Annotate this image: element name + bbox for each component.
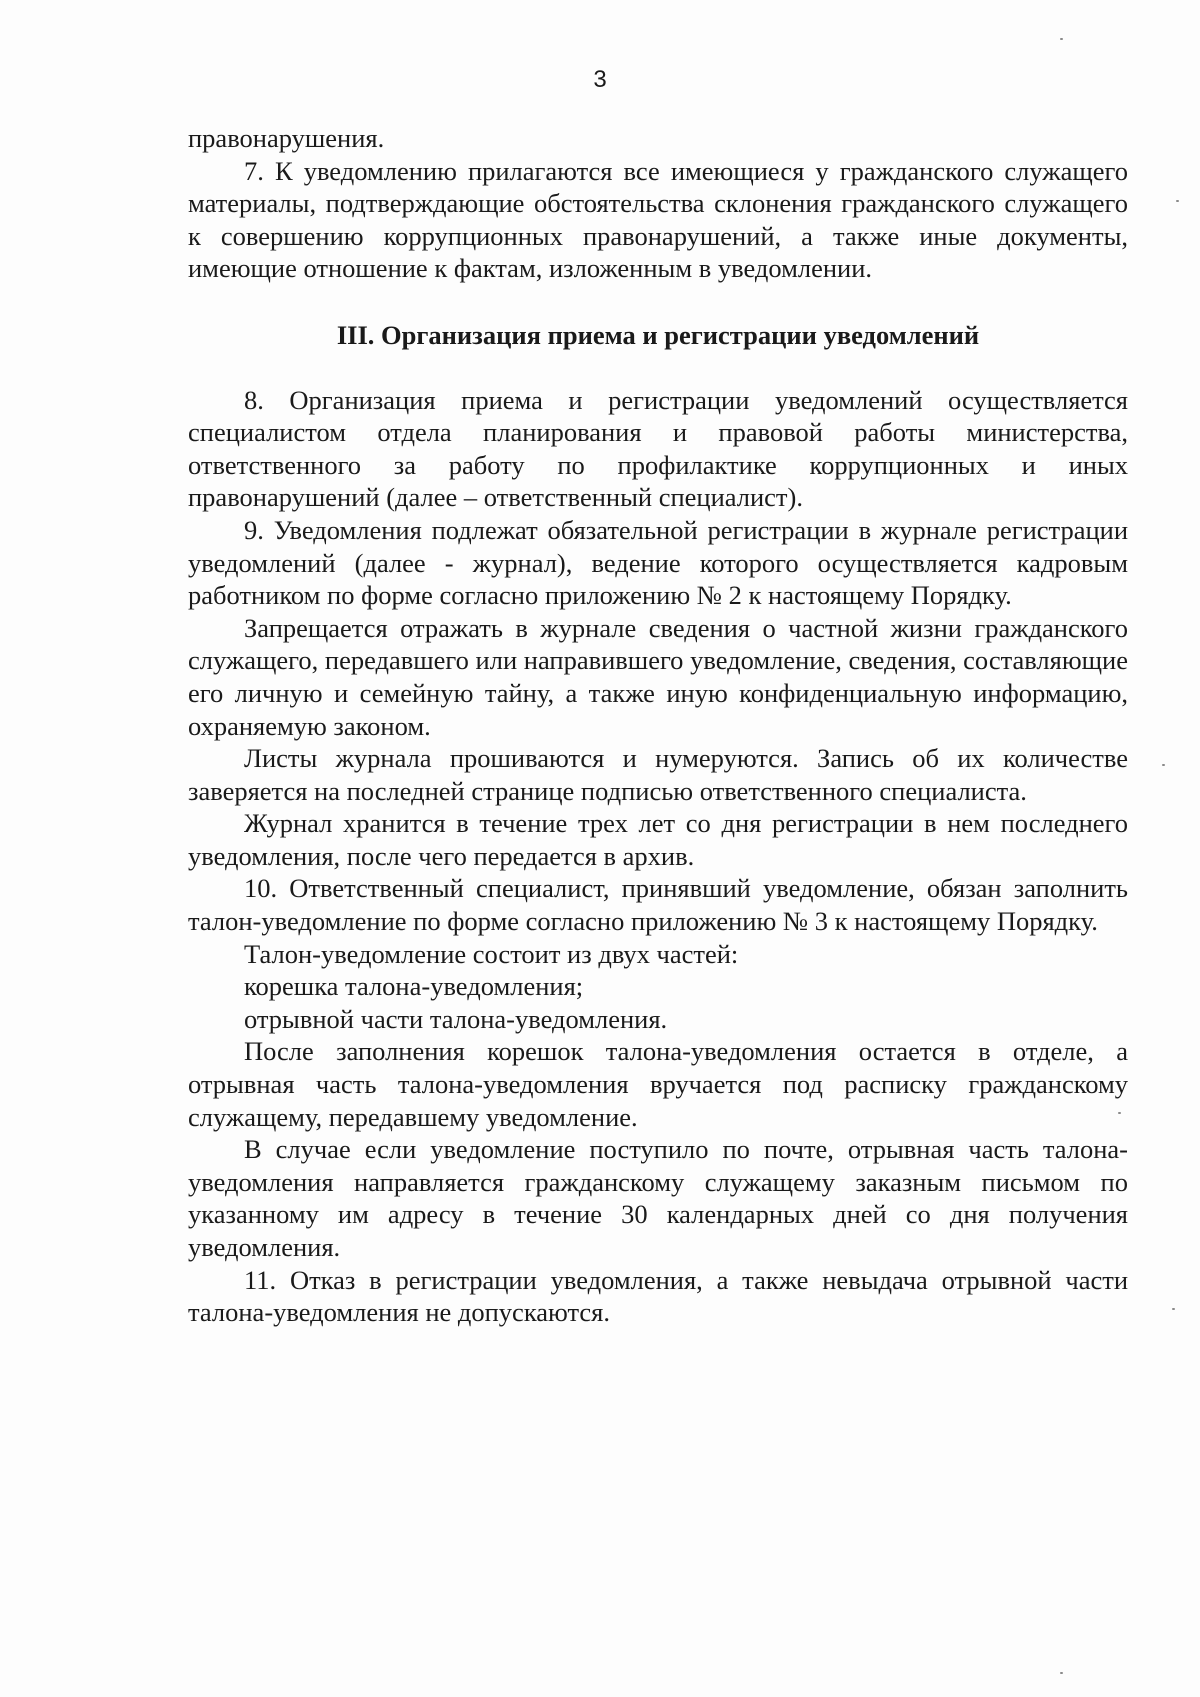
paragraph-item-8: 8. Организация приема и регистрации уведомлений осуществляется специалистом отдела планирования и правовой работы министерства, ответственного за работу по профилактике коррупционных и иных правонарушений (далее – ответственный специалист).	[188, 384, 1128, 513]
paragraph-by-mail: В случае если уведомление поступило по почте, отрывная часть талона-уведомления направляется гражданскому служащему заказным письмом по указанному им адресу в течение 30 календарных дней со дня получения уведомления.	[188, 1134, 1128, 1262]
scan-speck	[1060, 38, 1063, 40]
paragraph-privacy: Запрещается отражать в журнале сведения о частной жизни гражданского служащего, передавшего или направившего уведомление, сведения, составляющие его личную и семейную тайну, а также иную конфиденциальную информацию, охраняемую законом.	[188, 612, 1128, 741]
section-heading: III. Организация приема и регистрации уведомлений	[336, 319, 980, 350]
page-number: 3	[593, 66, 607, 93]
paragraph-talon-tear-off: отрывной части талона-уведомления.	[244, 1003, 668, 1034]
document-body	[188, 122, 1128, 1329]
paragraph-talon-stub: корешка талона-уведомления;	[244, 971, 584, 1002]
scan-speck	[1176, 200, 1179, 202]
paragraph-item-10: 10. Ответственный специалист, принявший уведомление, обязан заполнить талон-уведомление по форме согласно приложению № 3 к настоящему Порядку.	[188, 873, 1128, 937]
paragraph-item-7: 7. К уведомлению прилагаются все имеющиеся у гражданского служащего материалы, подтверждающие обстоятельства склонения гражданского служащего к совершению коррупционных правонарушений, а также иные документы, имеющие отношение к фактам, изложенным в уведомлении.	[188, 155, 1128, 284]
scan-speck	[1118, 1112, 1121, 1114]
scan-speck	[1162, 764, 1165, 766]
paragraph-item-11: 11. Отказ в регистрации уведомления, а также невыдача отрывной части талона-уведомления не допускаются.	[188, 1264, 1128, 1328]
paragraph-talon-parts: Талон-уведомление состоит из двух частей:	[244, 938, 739, 969]
paragraph-after-filling: После заполнения корешок талона-уведомления остается в отделе, а отрывная часть талона-уведомления вручается под расписку гражданскому служащему, передавшему уведомление.	[188, 1036, 1128, 1132]
scan-speck	[1172, 1308, 1175, 1310]
paragraph-journal-sheets: Листы журнала прошиваются и нумеруются. Запись об их количестве заверяется на последней странице подписью ответственного специалиста.	[188, 743, 1128, 806]
paragraph-continuation: правонарушения.	[188, 123, 385, 153]
paragraph-journal-storage: Журнал хранится в течение трех лет со дня регистрации в нем последнего уведомления, после чего передается в архив.	[188, 808, 1128, 871]
scan-speck	[1060, 1672, 1063, 1674]
paragraph-item-9: 9. Уведомления подлежат обязательной регистрации в журнале регистрации уведомлений (далее - журнал), ведение которого осуществляется кадровым работником по форме согласно приложению № 2 к настоящему Порядку.	[188, 514, 1128, 611]
